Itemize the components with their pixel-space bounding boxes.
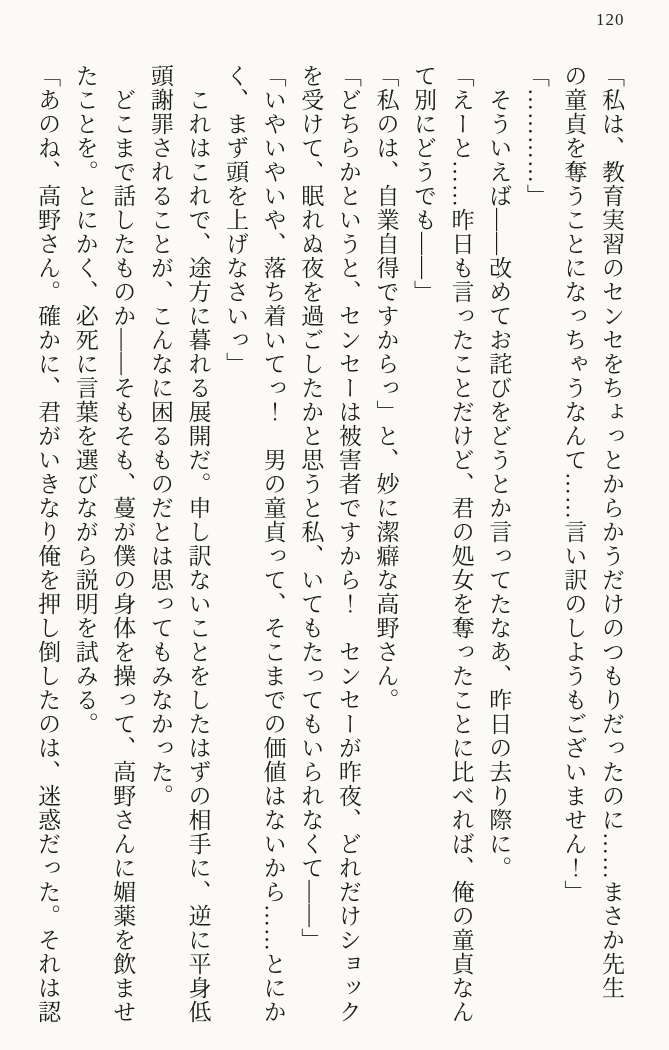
- text-column: これはこれで、途方に暮れる展開だ。申し訳ないことをしたはずの相手に、逆に平身低: [185, 64, 211, 1024]
- page-text: [29, 64, 631, 1024]
- text-column: く、まず頭を上げなさいっ」: [223, 64, 249, 376]
- page-number: 120: [596, 10, 625, 29]
- text-column: て別にどうでも――」: [411, 64, 437, 304]
- text-column: 「私のは、自業自得ですからっ」と、妙に潔癖な高野さん。: [373, 64, 399, 712]
- text-column: 「私は、教育実習のセンセをちょっとからかうだけのつもりだったのに……まさか先生: [599, 64, 624, 1000]
- text-column: 「どちらかというと、センセーは被害者ですから！ センセーが昨夜、どれだけショック: [335, 64, 361, 1024]
- text-column: どこまで話したものか――そもそも、蔓が僕の身体を操って、高野さんに媚薬を飲ませ: [110, 64, 136, 1024]
- text-column: 「…………」: [523, 64, 549, 208]
- text-column: の童貞を奪うことになっちゃうなんて……言い訳のしようもございません！」: [561, 64, 587, 904]
- text-column: そういえば――改めてお詫びをどうとか言ってたなあ、昨日の去り際に。: [486, 64, 512, 880]
- text-column: たことを。とにかく、必死に言葉を選びながら説明を試みる。: [72, 64, 98, 736]
- text-column: 頭謝罪されることが、こんなに困るものだとは思ってもみなかった。: [147, 64, 173, 808]
- text-column: 「あのね、高野さん。確かに、君がいきなり俺を押し倒したのは、迷惑だった。それは認: [35, 64, 61, 1024]
- text-column: 「いやいやいや、落ち着いてっ！ 男の童貞って、そこまでの価値はないから……とにか: [260, 64, 286, 1024]
- text-column: 「えーと……昨日も言ったことだけど、君の処女を奪ったことに比べれば、俺の童貞なん: [448, 64, 474, 1024]
- text-column: を受けて、眠れぬ夜を過ごしたかと思うと私、いてもたってもいられなくて――」: [298, 64, 324, 952]
